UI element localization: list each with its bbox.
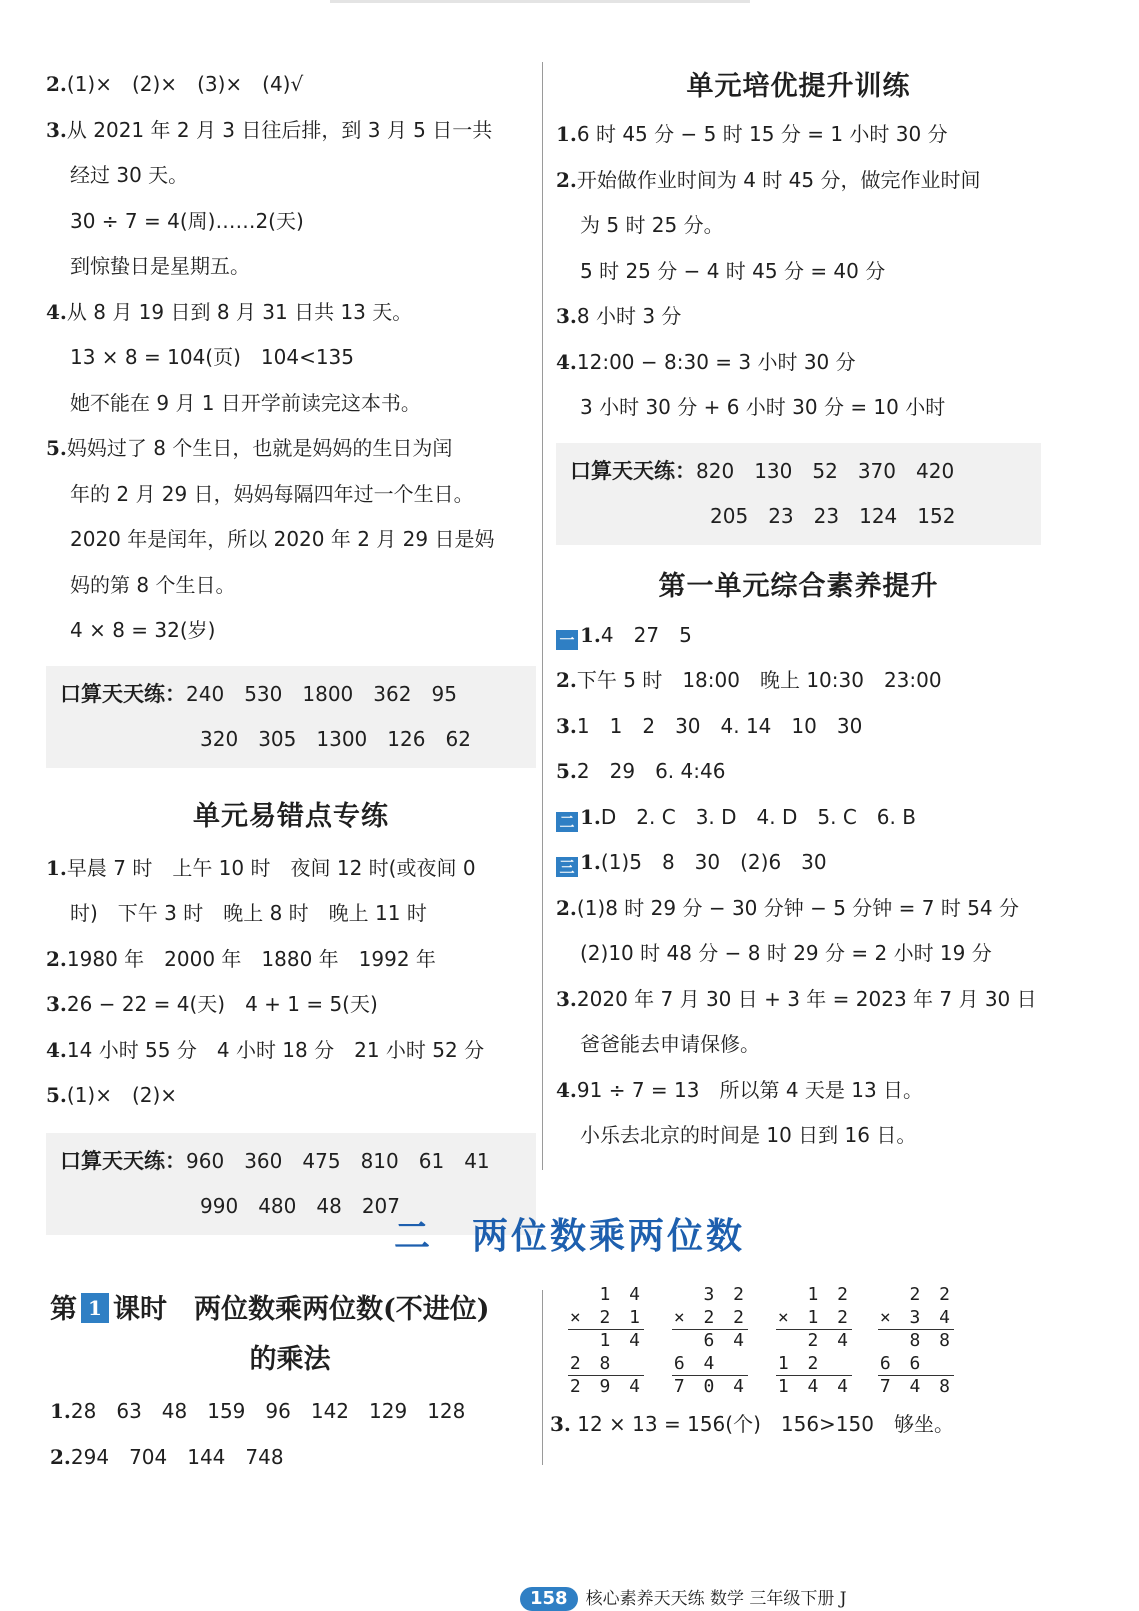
vm-row-b: × 2 2	[673, 1306, 748, 1328]
answer-text: 开始做作业时间为 4 时 45 分，做完作业时间	[576, 167, 981, 192]
answer-text: 14 小时 55 分 4 小时 18 分 21 小时 52 分	[66, 1037, 485, 1062]
drill-value: 130	[754, 458, 793, 483]
vm-row-p2: 2 8	[569, 1352, 644, 1374]
answer-text: 13 × 8 = 104(页) 104<135	[70, 345, 355, 369]
answer-text: 她不能在 9 月 1 日开学前读完这本书。	[70, 390, 421, 415]
question-number: 2.	[556, 668, 577, 692]
question-number: 2.	[46, 72, 67, 96]
answer-line	[46, 982, 536, 1028]
answer-text: 91 ÷ 7 = 13 所以第 4 天是 13 日。	[576, 1077, 924, 1102]
drill-value: 124	[859, 503, 898, 528]
vm-row-res: 7 0 4	[673, 1376, 748, 1397]
question-number: 3.	[556, 304, 577, 328]
question-number: 4.	[46, 1037, 67, 1062]
answer-line	[46, 62, 536, 108]
drill-value: 362	[373, 681, 412, 706]
answer-line	[556, 249, 1041, 295]
answer-line	[556, 886, 1041, 932]
vm-row-p2: 6 6	[879, 1352, 954, 1374]
answer-text: 30 ÷ 7 = 4(周)……2(天)	[70, 208, 304, 233]
drill-value: 480	[258, 1193, 297, 1218]
answer-text: 2020 年是闰年，所以 2020 年 2 月 29 日是妈	[70, 527, 495, 551]
question-number: 4.	[556, 1077, 577, 1102]
answer-text: 2020 年 7 月 30 日 + 3 年 = 2023 年 7 月 30 日	[576, 986, 1037, 1011]
lesson-title-text: 课时 两位数乘两位数(不进位)	[113, 1294, 490, 1325]
answer-line	[556, 613, 1041, 659]
answer-text: 4 27 5	[600, 622, 692, 647]
vertical-multiplication	[878, 1284, 954, 1399]
answer-text: (2)10 时 48 分 − 8 时 29 分 = 2 小时 19 分	[580, 941, 992, 965]
answer-text: 为 5 时 25 分。	[580, 213, 724, 237]
question-number: 3.	[556, 986, 577, 1011]
question-number: 5.	[46, 436, 67, 460]
page-number: 158	[520, 1587, 578, 1611]
drill-value: 370	[857, 458, 897, 483]
answer-text: 妈的第 8 个生日。	[70, 572, 236, 597]
drill-value: 95	[431, 681, 457, 706]
section-marker-icon: 三	[556, 857, 578, 877]
answer-line	[46, 891, 536, 937]
drill-value: 23	[768, 503, 794, 528]
answer-line	[556, 931, 1041, 977]
answer-line	[46, 846, 536, 892]
answer-line	[556, 704, 1041, 750]
section-marker-icon: 二	[556, 812, 578, 832]
vm-row-res: 7 4 8	[879, 1376, 954, 1397]
vm-row-a: 1 4	[599, 1284, 644, 1305]
answer-text: 早晨 7 时 上午 10 时 夜间 12 时(或夜间 0	[66, 855, 476, 880]
answer-text: (1)5 8 30 (2)6 30	[600, 850, 827, 874]
question-number: 3.	[556, 713, 577, 738]
answer-line	[556, 795, 1041, 841]
vm-row-p1: 2 4	[807, 1330, 852, 1351]
drill-value: 1300	[316, 726, 368, 751]
answer-text: 1 1 2 30 4. 14 10 30	[576, 713, 863, 738]
answer-line	[556, 203, 1041, 249]
answer-line	[50, 1389, 530, 1435]
question-number: 2.	[46, 946, 67, 971]
question-number: 1.	[580, 622, 601, 647]
answer-text: 3 小时 30 分 + 6 小时 30 分 = 10 小时	[580, 395, 946, 419]
drill-label: 口算天天练：	[60, 681, 186, 706]
answer-line	[556, 1022, 1041, 1068]
mental-math-drill	[556, 443, 1041, 545]
left-answer-list-b	[46, 846, 536, 1119]
vm-row-b: × 2 1	[569, 1306, 644, 1328]
answer-line	[556, 1068, 1041, 1114]
answer-text: 12:00 − 8:30 = 3 小时 30 分	[576, 349, 856, 374]
answer-line	[556, 749, 1041, 795]
vm-row-p2: 1 2	[777, 1352, 852, 1374]
answer-text: 294 704 144 748	[70, 1444, 284, 1469]
question-number: 3.	[550, 1412, 571, 1436]
question-number: 5.	[556, 759, 577, 783]
answer-text: 从 8 月 19 日到 8 月 31 日共 13 天。	[66, 299, 413, 324]
drill-row	[60, 1139, 522, 1184]
top-edge-line	[330, 0, 750, 3]
question-number: 4.	[556, 349, 577, 374]
drill-value: 41	[464, 1148, 490, 1173]
vm-row-b: × 1 2	[777, 1306, 852, 1328]
drill-value: 62	[445, 726, 471, 751]
answer-line	[556, 658, 1041, 704]
drill-value: 960	[186, 1148, 225, 1173]
answer-line	[556, 840, 1041, 886]
drill-value: 420	[916, 458, 955, 483]
answer-text: 小乐去北京的时间是 10 日到 16 日。	[580, 1123, 917, 1147]
answer-text: 下午 5 时 18:00 晚上 10:30 23:00	[576, 668, 942, 692]
answer-line	[556, 1113, 1041, 1159]
page-footer	[520, 1584, 847, 1611]
answer-text: 1980 年 2000 年 1880 年 1992 年	[66, 946, 436, 971]
lesson-number-badge: 1	[81, 1293, 109, 1323]
unit-title: 二 两位数乘两位数	[393, 1216, 745, 1257]
drill-label: 口算天天练：	[60, 1148, 186, 1173]
answer-text: 经过 30 天。	[70, 163, 189, 187]
answer-line	[50, 1435, 530, 1481]
section-marker-icon: 一	[556, 630, 578, 650]
vm-row-res: 1 4 4	[777, 1376, 852, 1397]
drill-row	[60, 672, 522, 717]
answer-text: 时) 下午 3 时 晚上 8 时 晚上 11 时	[70, 901, 427, 925]
answer-line	[46, 290, 536, 336]
question-number: 4.	[46, 299, 67, 324]
question-number: 2.	[556, 167, 577, 192]
lesson-title-line2: 的乘法	[249, 1344, 331, 1375]
drill-value: 126	[387, 726, 426, 751]
answer-line	[556, 977, 1041, 1023]
column-divider-top	[542, 62, 543, 1170]
drill-value: 320	[200, 726, 239, 751]
vm-row-p1: 8 8	[909, 1330, 954, 1351]
vm-row-a: 1 2	[807, 1284, 852, 1305]
drill-row	[60, 717, 522, 762]
answer-line	[46, 1028, 536, 1074]
answer-line	[46, 937, 536, 983]
question-number: 1.	[580, 804, 601, 829]
answer-line	[556, 385, 1041, 431]
answer-text: 年的 2 月 29 日，妈妈每隔四年过一个生日。	[70, 481, 474, 506]
vertical-multiplication	[568, 1284, 644, 1399]
right-answer-list-b	[556, 613, 1041, 1159]
drill-value: 205	[710, 503, 749, 528]
answer-line	[46, 244, 536, 290]
answer-text: 爸爸能去申请保修。	[580, 1032, 760, 1056]
question-number: 2.	[50, 1444, 71, 1469]
answer-line	[46, 199, 536, 245]
question-number: 3.	[46, 117, 67, 142]
drill-value: 52	[812, 458, 838, 483]
drill-value: 152	[917, 503, 956, 528]
question-number: 1.	[580, 850, 601, 874]
answer-line	[556, 112, 1041, 158]
drill-value: 240	[186, 681, 225, 706]
answer-line	[46, 335, 536, 381]
answer-text: (1)× (2)× (3)× (4)√	[66, 72, 304, 96]
question-number: 1.	[50, 1399, 71, 1423]
answer-text: 26 − 22 = 4(天) 4 + 1 = 5(天)	[66, 992, 378, 1016]
section-title-unit-review: 第一单元综合素养提升	[658, 570, 939, 602]
answer-line	[556, 340, 1041, 386]
book-title: 核心素养天天练 数学 三年级下册 J	[585, 1589, 847, 1609]
question-number: 1.	[46, 855, 67, 880]
answer-line	[46, 608, 536, 654]
answer-line	[46, 153, 536, 199]
question-number: 3.	[46, 992, 67, 1016]
lesson-answer-list	[50, 1389, 530, 1480]
vm-row-b: × 3 4	[879, 1306, 954, 1328]
drill-label: 口算天天练：	[570, 458, 696, 483]
question-number: 2.	[556, 895, 577, 920]
answer-text: 12 × 13 = 156(个) 156>150 够坐。	[577, 1412, 954, 1436]
vm-row-a: 3 2	[703, 1284, 748, 1305]
drill-value: 23	[813, 503, 840, 528]
drill-value: 810	[360, 1148, 399, 1173]
lesson-prefix: 第	[50, 1294, 77, 1325]
section-title-mistakes: 单元易错点专练	[193, 800, 389, 832]
lesson-title-line1	[50, 1285, 530, 1335]
lesson-block	[50, 1285, 530, 1480]
answer-line-q3	[550, 1402, 954, 1448]
answer-line	[46, 1073, 536, 1119]
answer-text: (1)8 时 29 分 − 30 分钟 − 5 分钟 = 7 时 54 分	[576, 895, 1020, 920]
drill-value: 207	[361, 1193, 401, 1218]
drill-value: 360	[244, 1148, 283, 1173]
drill-row	[570, 449, 1027, 494]
answer-text: (1)× (2)×	[66, 1083, 178, 1107]
answer-line	[46, 563, 536, 609]
vm-row-p1: 1 4	[599, 1330, 644, 1351]
drill-row	[570, 494, 1027, 539]
answer-line	[46, 472, 536, 518]
right-answer-list-a	[556, 112, 1041, 431]
drill-value: 820	[696, 458, 735, 483]
answer-text: 从 2021 年 2 月 3 日往后排，到 3 月 5 日一共	[66, 117, 493, 142]
drill-value: 530	[244, 681, 283, 706]
vm-row-p2: 6 4	[673, 1352, 748, 1374]
answer-text: 2 29 6. 4:46	[576, 759, 726, 783]
vm-row-p1: 6 4	[703, 1330, 748, 1351]
mental-math-drill	[46, 666, 536, 768]
answer-text: 4 × 8 = 32(岁)	[70, 618, 216, 642]
drill-value: 61	[418, 1148, 445, 1173]
answer-text: 6 时 45 分 − 5 时 15 分 = 1 小时 30 分	[576, 122, 948, 146]
answer-line	[46, 108, 536, 154]
drill-value: 305	[258, 726, 297, 751]
question-number: 1.	[556, 122, 577, 146]
column-divider-bottom	[542, 1290, 543, 1465]
vm-row-a: 2 2	[909, 1284, 954, 1305]
answer-text: 到惊蛰日是星期五。	[70, 254, 250, 278]
answer-text: 28 63 48 159 96 142 129 128	[70, 1399, 466, 1423]
vm-row-res: 2 9 4	[569, 1376, 644, 1397]
left-column	[46, 62, 536, 1245]
answer-line	[46, 426, 536, 472]
vertical-multiplication	[672, 1284, 748, 1399]
answer-line	[556, 158, 1041, 204]
vertical-multiplication	[776, 1284, 852, 1399]
answer-line	[556, 294, 1041, 340]
answer-text: 妈妈过了 8 个生日，也就是妈妈的生日为闰	[66, 436, 453, 460]
answer-text: 5 时 25 分 − 4 时 45 分 = 40 分	[580, 258, 886, 283]
question-number: 5.	[46, 1083, 67, 1107]
right-column	[556, 62, 1041, 1159]
drill-value: 475	[302, 1148, 341, 1173]
answer-line	[46, 517, 536, 563]
left-answer-list-a	[46, 62, 536, 654]
answer-text: D 2. C 3. D 4. D 5. C 6. B	[600, 804, 916, 829]
drill-value: 48	[316, 1193, 342, 1218]
drill-value: 1800	[302, 681, 354, 706]
answer-text: 8 小时 3 分	[576, 304, 682, 328]
section-title-advanced: 单元培优提升训练	[686, 71, 911, 102]
answer-line	[46, 381, 536, 427]
drill-value: 990	[200, 1193, 239, 1218]
